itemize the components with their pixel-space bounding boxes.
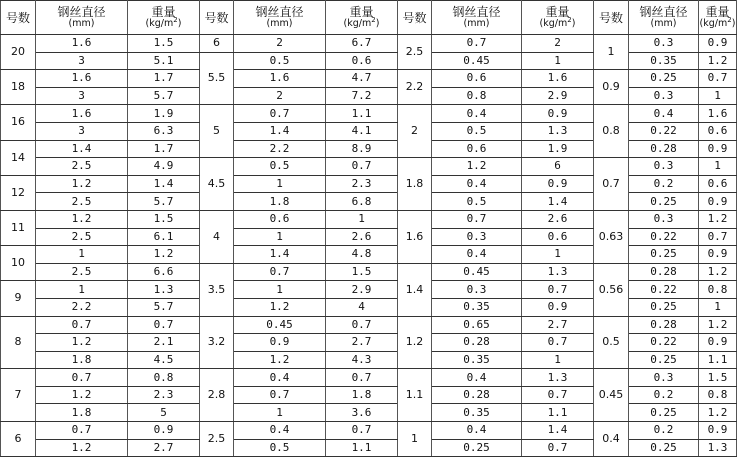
diameter-cell: 1 — [234, 281, 326, 299]
weight-cell: 1 — [326, 210, 398, 228]
diameter-cell: 0.3 — [432, 281, 522, 299]
gauge-cell: 9 — [1, 281, 36, 316]
diameter-cell: 0.28 — [432, 334, 522, 352]
table-row — [1, 263, 737, 281]
diameter-cell: 0.5 — [432, 193, 522, 211]
gauge-cell: 4.5 — [200, 158, 234, 211]
weight-cell: 1.1 — [326, 439, 398, 457]
weight-cell: 1.4 — [128, 175, 200, 193]
table-row — [1, 369, 737, 387]
weight-cell: 1.6 — [699, 105, 737, 123]
diameter-cell: 0.4 — [234, 422, 326, 440]
diameter-cell: 0.4 — [432, 422, 522, 440]
weight-cell: 0.7 — [522, 386, 594, 404]
diameter-cell: 3 — [36, 122, 128, 140]
diameter-cell: 0.6 — [432, 140, 522, 158]
weight-cell: 0.9 — [699, 193, 737, 211]
gauge-cell: 6 — [200, 35, 234, 53]
diameter-cell: 2.5 — [36, 193, 128, 211]
gauge-cell: 8 — [1, 316, 36, 369]
gauge-cell: 2.5 — [398, 35, 432, 70]
diameter-cell: 2.2 — [234, 140, 326, 158]
table-row — [1, 35, 737, 53]
diameter-cell: 0.25 — [629, 439, 699, 457]
gauge-cell: 1.1 — [398, 369, 432, 422]
weight-cell: 0.7 — [522, 281, 594, 299]
weight-cell: 0.8 — [699, 281, 737, 299]
diameter-cell: 2.5 — [36, 263, 128, 281]
diameter-cell: 1.6 — [36, 70, 128, 88]
gauge-cell: 2 — [398, 105, 432, 158]
gauge-cell: 1.2 — [398, 316, 432, 369]
weight-cell: 4 — [326, 298, 398, 316]
diameter-cell: 1.8 — [36, 351, 128, 369]
table-row — [1, 422, 737, 440]
gauge-cell: 0.5 — [594, 316, 629, 369]
weight-cell: 2.3 — [128, 386, 200, 404]
weight-cell: 4.9 — [128, 158, 200, 176]
table-row — [1, 316, 737, 334]
diameter-cell: 0.4 — [432, 369, 522, 387]
weight-cell: 1 — [522, 52, 594, 70]
weight-cell: 1.3 — [522, 122, 594, 140]
gauge-cell: 0.63 — [594, 210, 629, 263]
diameter-cell: 0.35 — [432, 298, 522, 316]
weight-cell: 1.3 — [128, 281, 200, 299]
weight-cell: 1.2 — [699, 404, 737, 422]
weight-cell: 0.7 — [326, 369, 398, 387]
weight-cell: 2 — [522, 35, 594, 53]
diameter-cell: 0.3 — [629, 35, 699, 53]
gauge-cell: 5 — [200, 105, 234, 158]
weight-cell: 0.7 — [522, 439, 594, 457]
gauge-cell: 0.9 — [594, 70, 629, 105]
weight-cell: 1.7 — [128, 70, 200, 88]
weight-cell: 2.9 — [522, 87, 594, 105]
weight-cell: 5 — [128, 404, 200, 422]
header-diameter: 钢丝直径 (mm) — [36, 1, 128, 35]
diameter-cell: 1.6 — [36, 105, 128, 123]
weight-cell: 5.7 — [128, 87, 200, 105]
diameter-cell: 0.45 — [432, 263, 522, 281]
weight-cell: 2.6 — [326, 228, 398, 246]
diameter-cell: 0.25 — [629, 351, 699, 369]
gauge-cell: 12 — [1, 175, 36, 210]
header-gauge: 号数 — [398, 1, 432, 35]
header-weight: 重量 $(kg/m^2)$ — [128, 1, 200, 35]
weight-cell: 1.3 — [522, 369, 594, 387]
diameter-cell: 2.2 — [36, 298, 128, 316]
weight-cell: 1.2 — [699, 263, 737, 281]
diameter-cell: 0.7 — [234, 263, 326, 281]
header-diameter: 钢丝直径 (mm) — [234, 1, 326, 35]
weight-cell: 1.3 — [699, 439, 737, 457]
diameter-cell: 0.35 — [432, 404, 522, 422]
gauge-cell: 4 — [200, 210, 234, 263]
weight-cell: 0.9 — [699, 422, 737, 440]
diameter-cell: 0.25 — [629, 246, 699, 264]
weight-cell: 1.7 — [128, 140, 200, 158]
gauge-cell: 18 — [1, 70, 36, 105]
diameter-cell: 0.22 — [629, 228, 699, 246]
gauge-cell: 0.56 — [594, 263, 629, 316]
diameter-cell: 0.2 — [629, 422, 699, 440]
weight-cell: 1.8 — [326, 386, 398, 404]
header-gauge: 号数 — [594, 1, 629, 35]
diameter-cell: 1.2 — [234, 351, 326, 369]
gauge-cell: 11 — [1, 210, 36, 245]
weight-cell: 1.4 — [522, 422, 594, 440]
diameter-cell: 0.5 — [234, 52, 326, 70]
diameter-cell: 0.35 — [629, 52, 699, 70]
weight-cell: 5.7 — [128, 193, 200, 211]
weight-cell: 1.2 — [699, 210, 737, 228]
weight-cell: 0.7 — [326, 422, 398, 440]
weight-cell: 1.2 — [699, 316, 737, 334]
diameter-cell: 0.2 — [629, 175, 699, 193]
diameter-cell: 1 — [234, 404, 326, 422]
diameter-cell: 0.3 — [432, 228, 522, 246]
diameter-cell: 0.8 — [432, 87, 522, 105]
diameter-cell: 0.2 — [629, 386, 699, 404]
diameter-cell: 1 — [36, 246, 128, 264]
diameter-cell: 0.25 — [629, 70, 699, 88]
weight-cell: 0.9 — [128, 422, 200, 440]
weight-cell: 1 — [522, 351, 594, 369]
header-weight: 重量 $(kg/m^2)$ — [326, 1, 398, 35]
weight-cell: 0.9 — [699, 140, 737, 158]
diameter-cell: 1 — [234, 175, 326, 193]
weight-cell: 0.7 — [699, 70, 737, 88]
diameter-cell: 2 — [234, 35, 326, 53]
diameter-cell: 1.2 — [234, 298, 326, 316]
weight-cell: 4.8 — [326, 246, 398, 264]
gauge-cell: 3.2 — [200, 316, 234, 369]
diameter-cell: 1.8 — [36, 404, 128, 422]
diameter-cell: 0.28 — [629, 263, 699, 281]
diameter-cell: 3 — [36, 87, 128, 105]
weight-cell: 2.6 — [522, 210, 594, 228]
weight-cell: 0.9 — [522, 105, 594, 123]
gauge-cell: 10 — [1, 246, 36, 281]
diameter-cell: 0.25 — [432, 439, 522, 457]
weight-cell: 0.9 — [522, 175, 594, 193]
diameter-cell: 0.6 — [234, 210, 326, 228]
weight-cell: 0.7 — [128, 316, 200, 334]
diameter-cell: 0.28 — [629, 140, 699, 158]
diameter-cell: 0.22 — [629, 281, 699, 299]
weight-cell: 0.6 — [699, 122, 737, 140]
diameter-cell: 0.45 — [432, 52, 522, 70]
gauge-cell: 3.5 — [200, 263, 234, 316]
weight-cell: 2.7 — [522, 316, 594, 334]
gauge-cell: 0.7 — [594, 158, 629, 211]
weight-cell: 0.7 — [522, 334, 594, 352]
gauge-cell: 16 — [1, 105, 36, 140]
diameter-cell: 0.4 — [629, 105, 699, 123]
weight-cell: 5.1 — [128, 52, 200, 70]
header-diameter: 钢丝直径 (mm) — [432, 1, 522, 35]
weight-cell: 1.9 — [522, 140, 594, 158]
diameter-cell: 0.4 — [234, 369, 326, 387]
diameter-cell: 0.35 — [432, 351, 522, 369]
diameter-cell: 1.2 — [36, 439, 128, 457]
weight-cell: 1.5 — [326, 263, 398, 281]
diameter-cell: 0.5 — [234, 439, 326, 457]
weight-cell: 1 — [699, 158, 737, 176]
table-row — [1, 105, 737, 123]
gauge-cell: 2.2 — [398, 70, 432, 105]
diameter-cell: 0.22 — [629, 122, 699, 140]
weight-cell: 0.7 — [699, 228, 737, 246]
header-gauge: 号数 — [1, 1, 36, 35]
diameter-cell: 0.7 — [234, 386, 326, 404]
diameter-cell: 0.28 — [432, 386, 522, 404]
weight-cell: 1.2 — [128, 246, 200, 264]
weight-cell: 0.7 — [326, 316, 398, 334]
diameter-cell: 0.45 — [234, 316, 326, 334]
diameter-cell: 1.4 — [234, 246, 326, 264]
gauge-cell: 7 — [1, 369, 36, 422]
weight-cell: 2.3 — [326, 175, 398, 193]
diameter-cell: 0.7 — [36, 316, 128, 334]
diameter-cell: 0.25 — [629, 193, 699, 211]
weight-cell: 1 — [699, 298, 737, 316]
diameter-cell: 2.5 — [36, 158, 128, 176]
header-row — [1, 1, 737, 35]
diameter-cell: 0.7 — [432, 35, 522, 53]
weight-cell: 6 — [522, 158, 594, 176]
diameter-cell: 0.4 — [432, 246, 522, 264]
weight-cell: 2.1 — [128, 334, 200, 352]
diameter-cell: 0.25 — [629, 298, 699, 316]
diameter-cell: 1.2 — [36, 386, 128, 404]
diameter-cell: 0.3 — [629, 158, 699, 176]
diameter-cell: 1.4 — [234, 122, 326, 140]
weight-cell: 0.7 — [326, 158, 398, 176]
weight-cell: 0.6 — [699, 175, 737, 193]
weight-cell: 2.9 — [326, 281, 398, 299]
weight-cell: 1.1 — [326, 105, 398, 123]
header-weight: 重量 $(kg/m^2)$ — [522, 1, 594, 35]
weight-cell: 1.5 — [699, 369, 737, 387]
gauge-cell: 14 — [1, 140, 36, 175]
header-weight: 重量 $(kg/m^2)$ — [699, 1, 737, 35]
weight-cell: 6.6 — [128, 263, 200, 281]
gauge-cell: 5.5 — [200, 52, 234, 105]
diameter-cell: 1.8 — [234, 193, 326, 211]
diameter-cell: 0.4 — [432, 175, 522, 193]
diameter-cell: 2.5 — [36, 228, 128, 246]
weight-cell: 1 — [522, 246, 594, 264]
table-row — [1, 210, 737, 228]
gauge-cell: 1.6 — [398, 210, 432, 263]
weight-cell: 4.7 — [326, 70, 398, 88]
diameter-cell: 0.3 — [629, 87, 699, 105]
gauge-cell: 0.8 — [594, 105, 629, 158]
weight-cell: 1.2 — [699, 52, 737, 70]
diameter-cell: 0.6 — [432, 70, 522, 88]
gauge-cell: 20 — [1, 35, 36, 70]
gauge-cell: 1.4 — [398, 263, 432, 316]
diameter-cell: 0.7 — [234, 105, 326, 123]
diameter-cell: 0.5 — [432, 122, 522, 140]
diameter-cell: 1.2 — [36, 175, 128, 193]
diameter-cell: 1 — [234, 228, 326, 246]
weight-cell: 0.9 — [699, 35, 737, 53]
weight-cell: 1.3 — [522, 263, 594, 281]
diameter-cell: 1.6 — [234, 70, 326, 88]
weight-cell: 3.6 — [326, 404, 398, 422]
diameter-cell: 0.7 — [36, 369, 128, 387]
gauge-cell: 2.8 — [200, 369, 234, 422]
diameter-cell: 1.2 — [36, 334, 128, 352]
diameter-cell: 2 — [234, 87, 326, 105]
weight-cell: 6.8 — [326, 193, 398, 211]
weight-cell: 2.7 — [326, 334, 398, 352]
weight-cell: 7.2 — [326, 87, 398, 105]
gauge-cell: 1 — [398, 422, 432, 457]
weight-cell: 0.9 — [522, 298, 594, 316]
weight-cell: 4.5 — [128, 351, 200, 369]
weight-cell: 6.7 — [326, 35, 398, 53]
weight-cell: 0.6 — [522, 228, 594, 246]
weight-cell: 6.1 — [128, 228, 200, 246]
diameter-cell: 0.25 — [629, 404, 699, 422]
diameter-cell: 1.2 — [432, 158, 522, 176]
weight-cell: 1.6 — [522, 70, 594, 88]
diameter-cell: 0.9 — [234, 334, 326, 352]
weight-cell: 1.1 — [522, 404, 594, 422]
weight-cell: 0.6 — [326, 52, 398, 70]
weight-cell: 0.9 — [699, 246, 737, 264]
header-gauge: 号数 — [200, 1, 234, 35]
weight-cell: 6.3 — [128, 122, 200, 140]
gauge-cell: 0.4 — [594, 422, 629, 457]
diameter-cell: 0.28 — [629, 316, 699, 334]
diameter-cell: 1.2 — [36, 210, 128, 228]
weight-cell: 1.9 — [128, 105, 200, 123]
weight-cell: 0.9 — [699, 334, 737, 352]
diameter-cell: 0.3 — [629, 210, 699, 228]
diameter-cell: 1.4 — [36, 140, 128, 158]
diameter-cell: 0.3 — [629, 369, 699, 387]
header-diameter: 钢丝直径 (mm) — [629, 1, 699, 35]
weight-cell: 2.7 — [128, 439, 200, 457]
diameter-cell: 0.5 — [234, 158, 326, 176]
gauge-cell: 0.45 — [594, 369, 629, 422]
gauge-cell: 1 — [594, 35, 629, 70]
weight-cell: 8.9 — [326, 140, 398, 158]
weight-cell: 1.5 — [128, 210, 200, 228]
diameter-cell: 1 — [36, 281, 128, 299]
diameter-cell: 0.7 — [36, 422, 128, 440]
diameter-cell: 0.4 — [432, 105, 522, 123]
diameter-cell: 0.65 — [432, 316, 522, 334]
weight-cell: 0.8 — [699, 386, 737, 404]
weight-cell: 4.1 — [326, 122, 398, 140]
diameter-cell: 0.22 — [629, 334, 699, 352]
weight-cell: 5.7 — [128, 298, 200, 316]
gauge-cell: 2.5 — [200, 422, 234, 457]
weight-cell: 0.8 — [128, 369, 200, 387]
weight-cell: 1.5 — [128, 35, 200, 53]
gauge-cell: 1.8 — [398, 158, 432, 211]
diameter-cell: 1.6 — [36, 35, 128, 53]
weight-cell: 1.4 — [522, 193, 594, 211]
weight-cell: 4.3 — [326, 351, 398, 369]
table-row — [1, 158, 737, 176]
diameter-cell: 0.7 — [432, 210, 522, 228]
table-row — [1, 70, 737, 88]
gauge-cell: 6 — [1, 422, 36, 457]
weight-cell: 1.1 — [699, 351, 737, 369]
diameter-cell: 3 — [36, 52, 128, 70]
weight-cell: 1 — [699, 87, 737, 105]
